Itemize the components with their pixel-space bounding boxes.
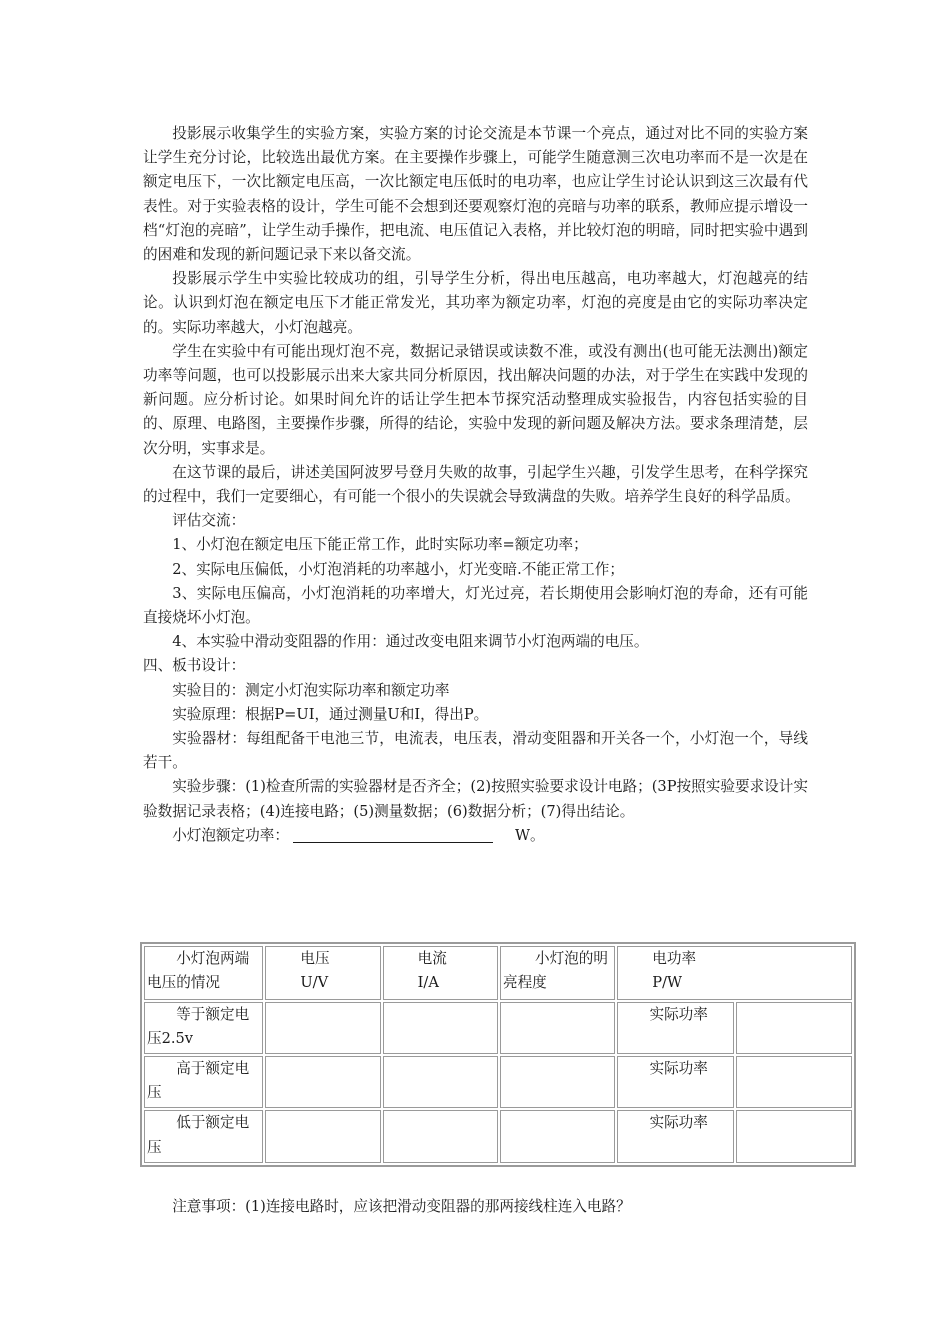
cell-power-value[interactable] [736,1002,852,1054]
board-steps: 实验步骤：(1)检查所需的实验器材是否齐全；(2)按照实验要求设计电路；(3P按照实验要求设计实验数据记录表格；(4)连接电路；(5)测量数据；(6)数据分析；(7)得出结论。 [143,778,808,820]
experiment-table-wrapper [140,942,856,1167]
header-brightness: 小灯泡的明 亮程度 [500,946,615,1000]
cell-current[interactable] [383,1002,498,1054]
evaluation-item-3: 3、实际电压偏高，小灯泡消耗的功率增大，灯光过亮，若长期使用会影响灯泡的寿命，还有可能直接烧坏小灯泡。 [143,584,808,627]
evaluation-item-2: 2、实际电压偏低，小灯泡消耗的功率越小，灯光变暗.不能正常工作； [172,560,624,578]
cell-power-value[interactable] [736,1056,852,1108]
evaluation-item-4: 4、本实验中滑动变阻器的作用：通过改变电阻来调节小灯泡两端的电压。 [172,633,649,651]
row-condition: 低于额定电 压 [144,1110,263,1163]
board-heading: 四、板书设计： [143,657,246,675]
cell-power-value[interactable] [736,1110,852,1163]
cell-brightness[interactable] [500,1002,615,1054]
paragraph-2: 投影展示学生中实验比较成功的组，引导学生分析，得出电压越高，电功率越大，灯泡越亮的结论。认识到灯泡在额定电压下才能正常发光，其功率为额定功率，灯泡的亮度是由它的实际功率决定的。实际功率越大，小灯泡越亮。 [143,270,808,336]
table-header-row [144,946,852,1000]
evaluation-item-1: 1、小灯泡在额定电压下能正常工作，此时实际功率=额定功率； [172,536,588,554]
cell-current[interactable] [383,1056,498,1108]
rated-power-label: 小灯泡额定功率： [172,826,289,844]
paragraph-1: 投影展示收集学生的实验方案，实验方案的讨论交流是本节课一个亮点，通过对比不同的实验方案让学生充分讨论，比较选出最优方案。在主要操作步骤上，可能学生随意测三次电功率而不是一次是在额定电压下，一次比额定电压高，一次比额定电压低时的电功率，也应让学生讨论认识到这三次最有代表性。对于实验表格的设计，学生可能不会想到还要观察灯泡的亮暗与功率的联系，教师应提示增设一档“灯泡的亮暗”，让学生动手操作，把电流、电压值记入表格，并比较灯泡的明暗，同时把实验中遇到的困难和发现的新问题记录下来以备交流。 [143,125,808,264]
rated-power-unit: W。 [514,826,545,844]
rated-power-blank[interactable] [293,826,493,843]
cell-voltage[interactable] [265,1110,380,1163]
experiment-table [140,942,856,1167]
cell-power-label: 实际功率 [617,1056,733,1108]
board-equipment: 实验器材：每组配备干电池三节，电流表，电压表，滑动变阻器和开关各一个，小灯泡一个，导线若干。 [143,730,808,772]
paragraph-3: 学生在实验中有可能出现灯泡不亮，数据记录错误或读数不准，或没有测出(也可能无法测出)额定功率等问题，也可以投影展示出来大家共同分析原因，找出解决问题的办法，对于学生在实践中发现的新问题。应分析讨论。如果时间允许的话让学生把本节探究活动整理成实验报告，内容包括实验的目的、原理、电路图，主要操作步骤，所得的结论，实验中发现的新问题及解决方法。要求条理清楚，层次分明，实事求是。 [143,342,808,457]
table-row [144,1002,852,1054]
document-body [143,122,808,848]
cell-brightness[interactable] [500,1056,615,1108]
cell-voltage[interactable] [265,1056,380,1108]
cell-current[interactable] [383,1110,498,1163]
header-current: 电流 I/A [383,946,498,1000]
header-power: 电功率 P/W [617,946,852,1000]
cell-voltage[interactable] [265,1002,380,1054]
evaluation-heading: 评估交流： [172,512,246,530]
cell-brightness[interactable] [500,1110,615,1163]
rated-power-line [143,824,808,848]
cell-power-label: 实际功率 [617,1110,733,1163]
row-condition: 等于额定电 压2.5v [144,1002,263,1054]
table-row [144,1056,852,1108]
row-condition: 高于额定电 压 [144,1056,263,1108]
header-condition: 小灯泡两端 电压的情况 [144,946,263,1000]
paragraph-4: 在这节课的最后，讲述美国阿波罗号登月失败的故事，引起学生兴趣，引发学生思考，在科学探究的过程中，我们一定要细心，有可能一个很小的失误就会导致满盘的失败。培养学生良好的科学品质。 [143,463,808,506]
board-purpose: 实验目的：测定小灯泡实际功率和额定功率 [172,681,450,699]
note-line: 注意事项：(1)连接电路时，应该把滑动变阻器的那两接线柱连入电路？ [172,1198,631,1215]
header-voltage: 电压 U/V [265,946,380,1000]
board-principle: 实验原理：根据P=UI，通过测量U和I，得出P。 [172,705,489,723]
table-row [144,1110,852,1163]
cell-power-label: 实际功率 [617,1002,733,1054]
